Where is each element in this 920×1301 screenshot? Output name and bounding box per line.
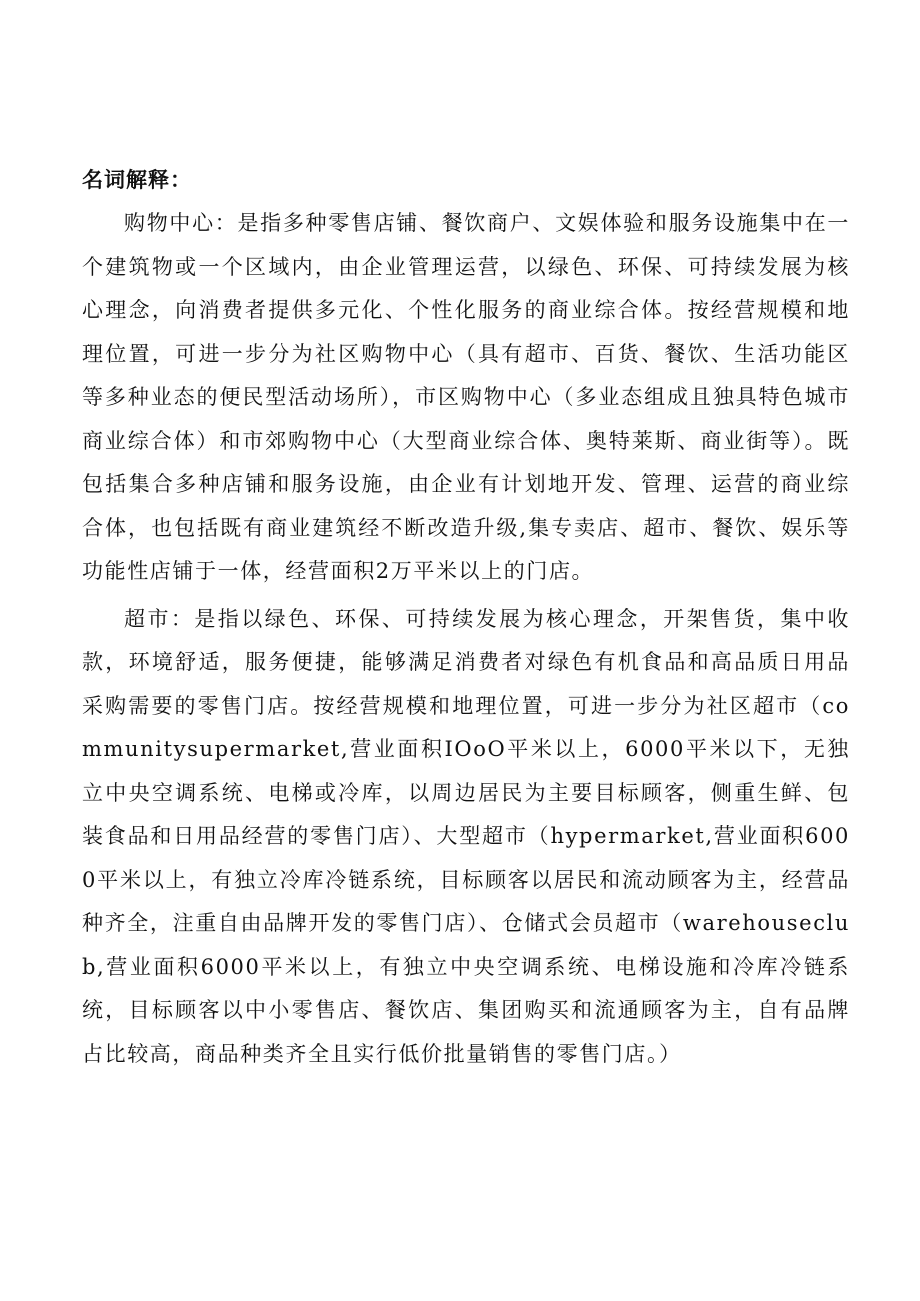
section-heading: 名词解释： (82, 168, 192, 192)
definition-shopping-center: 购物中心：是指多种零售店铺、餐饮商户、文娱体验和服务设施集中在一个建筑物或一个区域内，由企业管理运营，以绿色、环保、可持续发展为核心理念，向消费者提供多元化、个性化服务的商业综合体。按经营规模和地理位置，可进一步分为社区购物中心（具有超市、百货、餐饮、生活功能区等多种业态的便民型活动场所），市区购物中心（多业态组成且独具特色城市商业综合体）和市郊购物中心（大型商业综合体、奥特莱斯、商业街等）。既包括集合多种店铺和服务设施，由企业有计划地开发、管理、运营的商业综合体，也包括既有商业建筑经不断改造升级,集专卖店、超市、餐饮、娱乐等功能性店铺于一体，经营面积2万平米以上的门店。 (82, 211, 850, 583)
definition-supermarket: 超市：是指以绿色、环保、可持续发展为核心理念，开架售货，集中收款，环境舒适，服务便捷，能够满足消费者对绿色有机食品和高品质日用品采购需要的零售门店。按经营规模和地理位置，可进一步分为社区超市（communitysupermarket,营业面积IOoO平米以上，6000平米以下，无独立中央空调系统、电梯或冷库，以周边居民为主要目标顾客，侧重生鲜、包装食品和日用品经营的零售门店）、大型超市（hypermarket,营业面积6000平米以上，有独立冷库冷链系统，目标顾客以居民和流动顾客为主，经营品种齐全，注重自由品牌开发的零售门店）、仓储式会员超市（warehouseclub,营业面积6000平米以上，有独立中央空调系统、电梯设施和冷库冷链系统，目标顾客以中小零售店、餐饮店、集团购买和流通顾客为主，自有品牌占比较高，商品种类齐全且实行低价批量销售的零售门店。） (82, 606, 850, 1066)
document-page (82, 160, 850, 1080)
